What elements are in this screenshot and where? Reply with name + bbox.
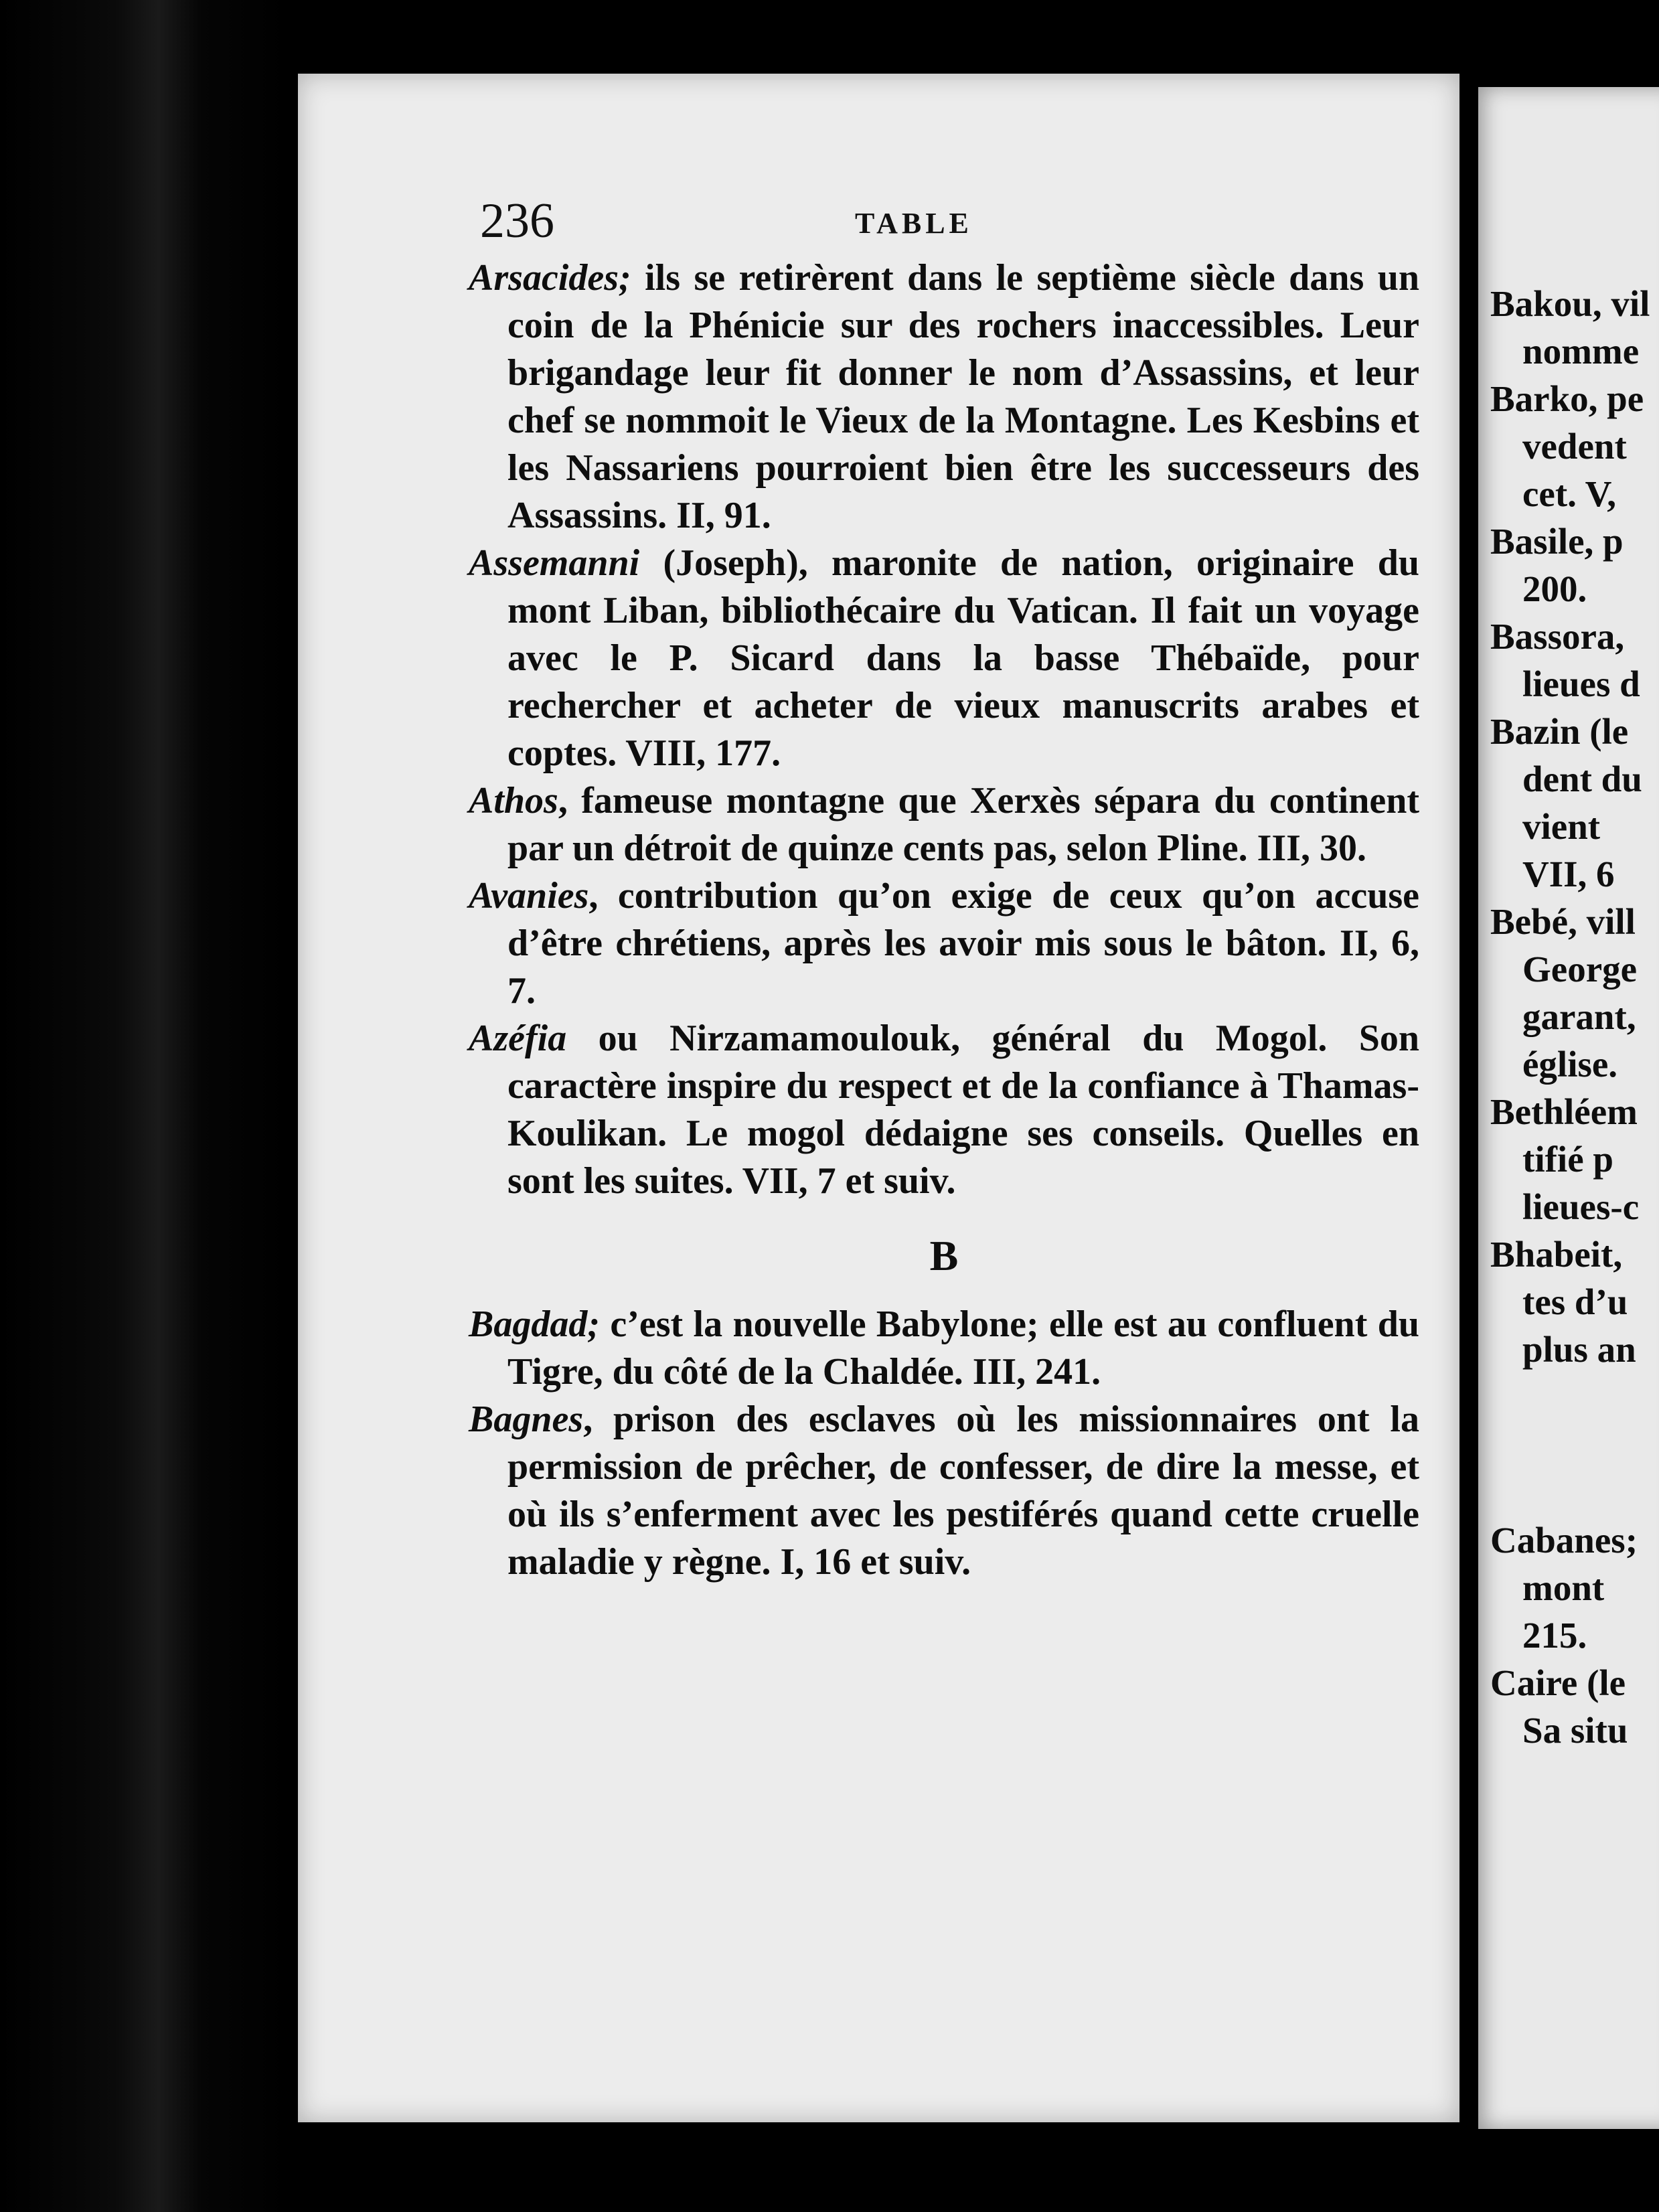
entry-body: ils se retirèrent dans le septième siècle dans un coin de la Phénicie sur des rochers inaccessibles. Leur brigandage leur fit donner le nom d’Assassins, et leur chef se nommoit le Vieux de la Montagne. Les Kesbins et les Nassariens pourroient bien être les successeurs des Assassins. II, 91. bbox=[507, 257, 1419, 536]
right-page-line: dent du bbox=[1522, 759, 1642, 799]
right-page-lines-a bbox=[1490, 280, 1659, 1373]
right-page-line: Bebé, vill bbox=[1490, 901, 1636, 942]
right-page-line: Cabanes; bbox=[1490, 1520, 1638, 1561]
right-page-line: mont bbox=[1522, 1567, 1605, 1608]
entry-body: c’est la nouvelle Babylone; elle est au confluent du Tigre, du côté de la Chaldée. III, 241. bbox=[507, 1304, 1419, 1393]
page-number: 236 bbox=[480, 193, 554, 248]
section-letter-heading: B bbox=[929, 1232, 959, 1279]
right-page-line: Bassora, bbox=[1490, 616, 1625, 657]
right-page-line: tifié p bbox=[1522, 1139, 1613, 1180]
right-page-line: Basile, p bbox=[1490, 521, 1624, 562]
right-page-line: vient bbox=[1522, 806, 1601, 847]
right-page-line: tes d’u bbox=[1522, 1281, 1628, 1322]
right-page-text bbox=[1490, 280, 1659, 1754]
index-entry bbox=[469, 1301, 1419, 1396]
entry-term: Assemanni bbox=[469, 542, 640, 584]
entry-body: , prison des esclaves où les missionnaires ont la permission de prêcher, de confesser, de dire la messe, et où ils s’enferment avec les pestiférés quand cette cruelle maladie y règne. I, 16 et suiv. bbox=[507, 1399, 1419, 1583]
right-page-line: Bethléem bbox=[1490, 1091, 1638, 1132]
right-page-line: lieues-c bbox=[1522, 1186, 1640, 1227]
right-page-line: George bbox=[1522, 949, 1638, 990]
entry-body: ou Nirzamamoulouk, général du Mogol. Son caractère inspire du respect et de la confiance à Thamas-Koulikan. Le mogol dédaigne ses conseils. Quelles en sont les suites. VII, 7 et suiv. bbox=[507, 1018, 1419, 1202]
right-page-line: 200. bbox=[1522, 568, 1587, 609]
entry-term: Bagnes bbox=[469, 1399, 584, 1440]
running-head: TABLE bbox=[855, 207, 973, 240]
entry-term: Athos bbox=[469, 780, 558, 821]
right-page-lines-b bbox=[1490, 1516, 1659, 1754]
entry-term: Bagdad; bbox=[469, 1304, 600, 1345]
page-header bbox=[480, 193, 1417, 253]
entry-body: (Joseph), maronite de nation, originaire du mont Liban, bibliothécaire du Vatican. Il fait un voyage avec le P. Sicard dans la basse Thébaïde, pour rechercher et acheter de vieux manuscrits arabes et coptes. VIII, 177. bbox=[507, 542, 1419, 774]
index-entry bbox=[469, 254, 1419, 540]
index-entry bbox=[469, 1396, 1419, 1586]
right-page-line: Sa situ bbox=[1522, 1710, 1628, 1751]
entry-term: Avanies bbox=[469, 875, 589, 917]
binding-edge bbox=[0, 0, 288, 2212]
right-page-line: Caire (le bbox=[1490, 1662, 1626, 1703]
right-page-line: garant, bbox=[1522, 996, 1636, 1037]
right-page-line: Bakou, vil bbox=[1490, 283, 1650, 324]
index-entry bbox=[469, 540, 1419, 777]
entry-body: , fameuse montagne que Xerxès sépara du continent par un détroit de quinze cents pas, selon Pline. III, 30. bbox=[507, 780, 1419, 869]
right-page-line: plus an bbox=[1522, 1329, 1636, 1370]
right-page-line: VII, 6 bbox=[1522, 854, 1615, 894]
right-page-gap bbox=[1490, 1373, 1659, 1516]
right-page-line: église. bbox=[1522, 1044, 1618, 1085]
right-page-line: Barko, pe bbox=[1490, 378, 1644, 419]
right-page-fragment bbox=[1478, 87, 1659, 2129]
right-page-line: nomme bbox=[1522, 331, 1640, 372]
right-page-line: cet. V, bbox=[1522, 473, 1617, 514]
entry-body: , contribution qu’on exige de ceux qu’on accuse d’être chrétiens, après les avoir mis sous le bâton. II, 6, 7. bbox=[507, 875, 1419, 1012]
left-page bbox=[298, 74, 1459, 2122]
section-b-entries bbox=[469, 1301, 1419, 1586]
right-page-line: Bazin (le bbox=[1490, 711, 1629, 752]
index-text bbox=[469, 254, 1419, 1586]
section-a-entries bbox=[469, 254, 1419, 1205]
right-page-line: vedent bbox=[1522, 426, 1627, 467]
right-page-line: lieues d bbox=[1522, 663, 1640, 704]
index-entry bbox=[469, 777, 1419, 872]
entry-term: Azéfia bbox=[469, 1018, 567, 1059]
right-page-line: 215. bbox=[1522, 1615, 1587, 1656]
index-entry bbox=[469, 1015, 1419, 1205]
index-entry bbox=[469, 872, 1419, 1015]
right-page-line: Bhabeit, bbox=[1490, 1234, 1623, 1275]
entry-term: Arsacides; bbox=[469, 257, 631, 299]
